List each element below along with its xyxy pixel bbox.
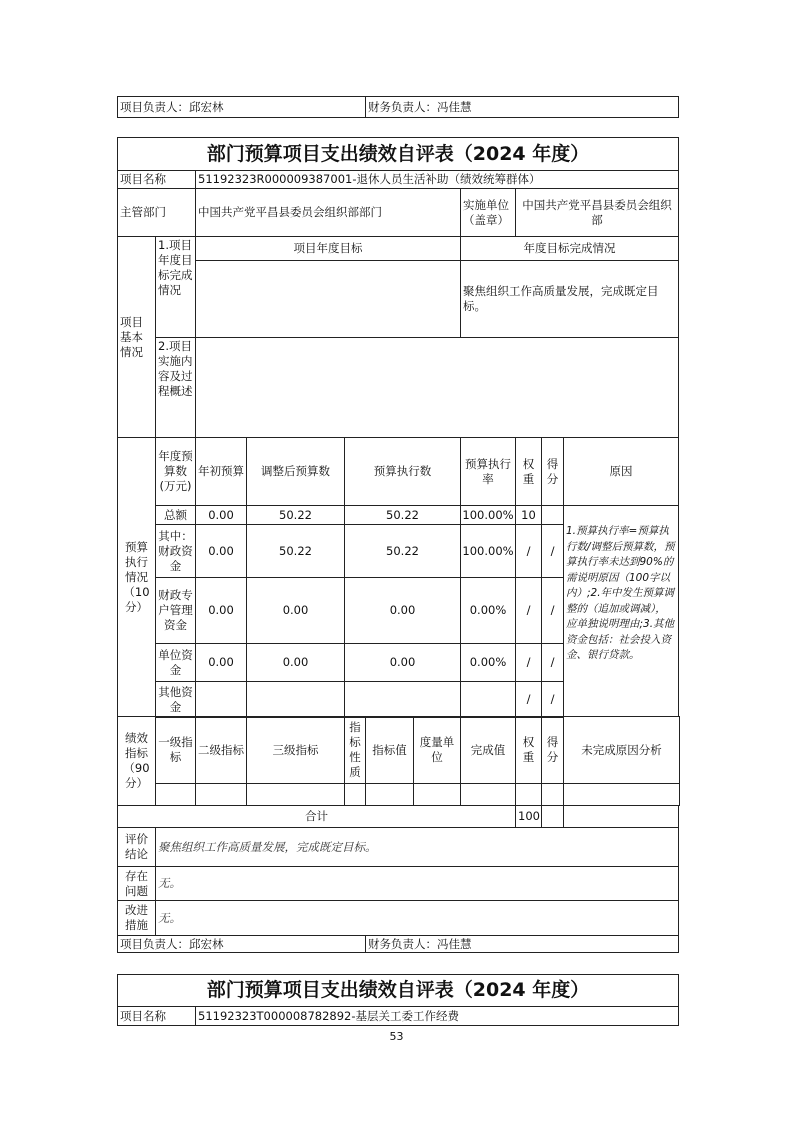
perf-header: 一级指标 (155, 716, 196, 784)
budget-cell-rate: 100.00% (460, 524, 516, 578)
perf-header: 三级指标 (246, 716, 345, 784)
table2-project-name-label: 项目名称 (117, 1006, 196, 1026)
budget-cell-executed (344, 681, 461, 718)
budget-header: 调整后预算数 (246, 437, 345, 506)
finance-lead: 财务负责人：冯佳慧 (365, 96, 679, 118)
budget-header: 年初预算 (195, 437, 247, 506)
perf-header: 二级指标 (195, 716, 247, 784)
perf-cell (541, 783, 564, 806)
conclusion: 聚焦组织工作高质量发展，完成既定目标。 (155, 827, 679, 867)
table-title: 部门预算项目支出绩效自评表（2024 年度） (117, 137, 679, 171)
budget-cell-score: / (541, 524, 564, 578)
budget-cell-weight: / (515, 577, 542, 644)
table2-project-name: 51192323T000008782892-基层关工委工作经费 (195, 1006, 679, 1026)
done-header: 年度目标完成情况 (460, 236, 679, 261)
budget-cell-weight: / (515, 681, 542, 718)
perf-cell (413, 783, 461, 806)
budget-cell-initial: 0.00 (195, 505, 247, 525)
project-lead: 项目负责人：邱宏林 (117, 96, 366, 118)
perf-header: 权重 (515, 716, 542, 784)
goal-value (195, 260, 461, 338)
budget-header: 年度预算数(万元) (155, 437, 196, 506)
budget-header: 预算执行率 (460, 437, 516, 506)
budget-cell-initial: 0.00 (195, 577, 247, 644)
budget-label: 预算执行情况（10分） (117, 437, 156, 717)
budget-header: 预算执行数 (344, 437, 461, 506)
content-value (195, 337, 679, 438)
perf-header: 完成值 (460, 716, 516, 784)
budget-cell-executed: 50.22 (344, 524, 461, 578)
dept: 中国共产党平昌县委员会组织部部门 (195, 188, 461, 237)
budget-cell-initial: 0.00 (195, 643, 247, 682)
page-number: 53 (389, 1030, 404, 1043)
budget-cell-adjusted: 0.00 (246, 577, 345, 644)
finance-lead: 财务负责人：冯佳慧 (365, 935, 679, 953)
budget-cell-weight: 10 (515, 505, 542, 525)
budget-cell-initial: 0.00 (195, 524, 247, 578)
budget-cell-rate (460, 681, 516, 718)
budget-cell-weight: / (515, 643, 542, 682)
budget-cell-executed: 0.00 (344, 643, 461, 682)
perf-header: 度量单位 (413, 716, 461, 784)
perf-header: 得分 (541, 716, 564, 784)
budget-cell-score (541, 505, 564, 525)
goal-header: 项目年度目标 (195, 236, 461, 261)
total-weight: 100 (515, 805, 542, 828)
budget-cell-name: 总额 (155, 505, 196, 525)
perf-cell (344, 783, 366, 806)
budget-cell-name: 其中：财政资金 (155, 524, 196, 578)
budget-cell-score: / (541, 643, 564, 682)
total-score (541, 805, 564, 828)
budget-cell-score: / (541, 681, 564, 718)
perf-cell (365, 783, 414, 806)
project-name: 51192323R000009387001-退休人员生活补助（绩效统筹群体） (195, 170, 679, 189)
improve-label: 改进措施 (117, 900, 156, 936)
content-label: 2.项目实施内容及过程概述 (155, 337, 196, 438)
budget-cell-adjusted: 50.22 (246, 505, 345, 525)
basic-label: 项目基本情况 (117, 236, 156, 438)
perf-header: 指标性质 (344, 716, 366, 784)
budget-cell-initial (195, 681, 247, 718)
perf-header: 未完成原因分析 (563, 716, 680, 784)
budget-cell-executed: 50.22 (344, 505, 461, 525)
budget-cell-rate: 0.00% (460, 643, 516, 682)
perf-cell (195, 783, 247, 806)
budget-header: 得分 (541, 437, 564, 506)
budget-header: 原因 (563, 437, 679, 506)
budget-cell-rate: 0.00% (460, 577, 516, 644)
perf-cell (246, 783, 345, 806)
perf-cell (460, 783, 516, 806)
project-lead: 项目负责人：邱宏林 (117, 935, 366, 953)
problem-label: 存在问题 (117, 866, 156, 901)
impl: 中国共产党平昌县委员会组织部 (515, 188, 679, 237)
budget-cell-weight: / (515, 524, 542, 578)
reason-note: 1.预算执行率=预算执行数/调整后预算数，预算执行率未达到90%的需说明原因（100字以内）;2.年中发生预算调整的（追加或调减），应单独说明理由;3.其他资金包括：社会投入资金、银行贷款。 (563, 505, 679, 717)
budget-cell-name: 其他资金 (155, 681, 196, 718)
perf-cell (155, 783, 196, 806)
dept-label: 主管部门 (117, 188, 196, 237)
budget-header: 权重 (515, 437, 542, 506)
total-reason (563, 805, 679, 828)
project-name-label: 项目名称 (117, 170, 196, 189)
budget-cell-score: / (541, 577, 564, 644)
conclusion-label: 评价结论 (117, 827, 156, 867)
budget-cell-name: 财政专户管理资金 (155, 577, 196, 644)
perf-cell (515, 783, 542, 806)
perf-label: 绩效指标（90分） (117, 716, 156, 806)
budget-cell-adjusted: 0.00 (246, 643, 345, 682)
budget-cell-name: 单位资金 (155, 643, 196, 682)
problem: 无。 (155, 866, 679, 901)
budget-cell-adjusted: 50.22 (246, 524, 345, 578)
perf-cell (563, 783, 680, 806)
budget-cell-executed: 0.00 (344, 577, 461, 644)
impl-label: 实施单位（盖章） (460, 188, 516, 237)
done-value: 聚焦组织工作高质量发展，完成既定目标。 (460, 260, 679, 338)
total-label: 合计 (117, 805, 516, 828)
table2-title: 部门预算项目支出绩效自评表（2024 年度） (117, 974, 679, 1007)
goal-label: 1.项目年度目标完成情况 (155, 236, 196, 338)
improve: 无。 (155, 900, 679, 936)
budget-cell-rate: 100.00% (460, 505, 516, 525)
budget-cell-adjusted (246, 681, 345, 718)
perf-header: 指标值 (365, 716, 414, 784)
